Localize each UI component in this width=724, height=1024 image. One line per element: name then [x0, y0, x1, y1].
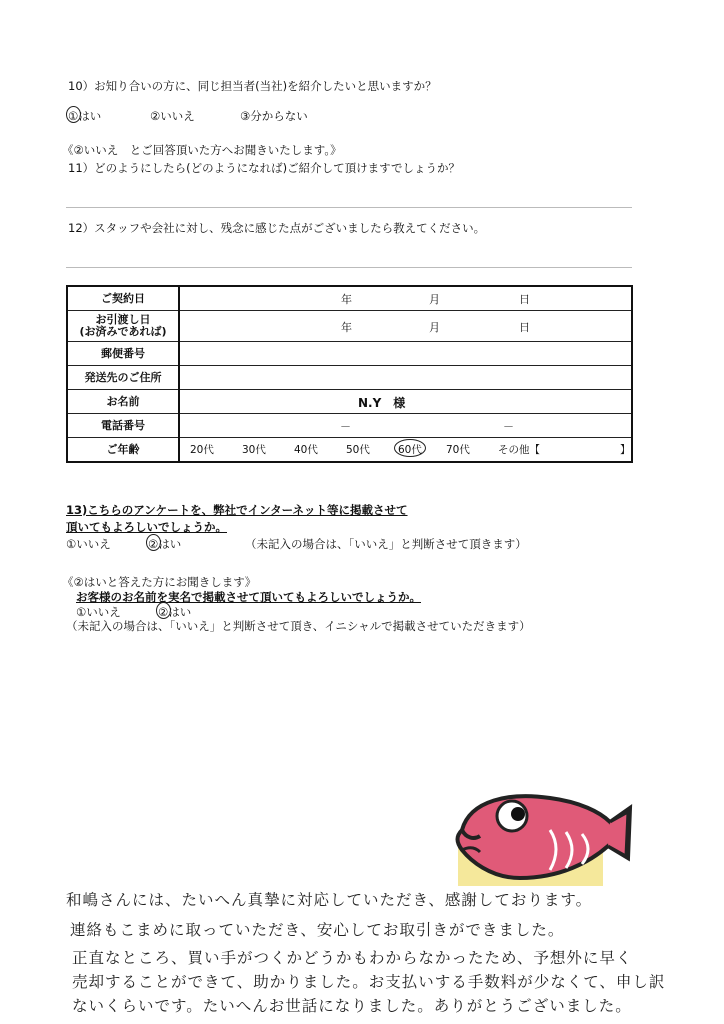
postal-code-label: 郵便番号 — [67, 342, 179, 366]
answer-line — [66, 207, 632, 208]
delivery-date-field[interactable] — [179, 311, 632, 342]
age-label: ご年齢 — [67, 438, 179, 463]
postal-code-field[interactable] — [179, 342, 632, 366]
phone-dash: － — [503, 420, 514, 433]
q13-option-yes[interactable]: ②はい — [148, 537, 182, 551]
selection-circle — [66, 106, 81, 123]
handwritten-comment-line: 連絡もこまめに取っていただき、安心してお取引きができました。 — [70, 921, 565, 939]
q13b-option-yes[interactable]: ②はい — [158, 605, 192, 619]
phone-label: 電話番号 — [67, 414, 179, 438]
age-40s[interactable]: 40代 — [294, 444, 318, 456]
handwritten-comment-line: 正直なところ、買い手がつくかどうかもわからなかったため、予想外に早く — [72, 949, 633, 967]
contract-date-field[interactable] — [179, 286, 632, 311]
day-label: 日 — [519, 293, 530, 306]
q13-question-line1: 13)こちらのアンケートを、弊社でインターネット等に掲載させて — [66, 503, 408, 517]
selection-circle — [394, 439, 426, 457]
month-label: 月 — [429, 293, 440, 306]
handwritten-comment-line: 売却することができて、助かりました。お支払いする手数料が少なくて、申し訳 — [72, 973, 666, 991]
age-other-close: 】 — [620, 444, 631, 456]
name-value: N.Y 様 — [358, 396, 406, 410]
name-field[interactable] — [179, 390, 632, 414]
q13b-option-no[interactable]: ①いいえ — [76, 605, 121, 619]
age-50s[interactable]: 50代 — [346, 444, 370, 456]
delivery-label-sub: (お済みであれば) — [79, 325, 167, 338]
q11-question: 11）どのようにしたら(どのようになれば)ご紹介して頂けますでしょうか？ — [68, 161, 460, 175]
q13b-question: お客様のお名前を実名で掲載させて頂いてもよろしいでしょうか。 — [76, 590, 421, 604]
handwritten-comment-line: ないくらいです。たいへんお世話になりました。ありがとうございました。 — [72, 997, 632, 1015]
year-label: 年 — [341, 321, 352, 334]
contract-date-label: ご契約日 — [67, 286, 179, 311]
q10-question: 10）お知り合いの方に、同じ担当者(当社)を紹介したいと思いますか？ — [68, 79, 437, 93]
q12-question: 12）スタッフや会社に対し、残念に感じた点がございましたら教えてください。 — [68, 221, 486, 235]
phone-dash: － — [340, 420, 351, 433]
q13b-note: （未記入の場合は、「いいえ」と判断させて頂き、イニシャルで掲載させていただきます） — [66, 619, 531, 633]
delivery-date-label — [67, 311, 179, 342]
q13-option-no[interactable]: ①いいえ — [66, 537, 111, 551]
customer-info-table — [66, 285, 633, 463]
age-other[interactable]: その他【 — [498, 444, 540, 456]
q11-note: 《②いいえ とご回答頂いた方へお聞きいたします。》 — [62, 143, 342, 157]
phone-field[interactable] — [179, 414, 632, 438]
age-20s[interactable]: 20代 — [190, 444, 214, 456]
selection-circle — [156, 602, 171, 619]
delivery-label-main: お引渡し日 — [95, 313, 151, 326]
day-label: 日 — [519, 321, 530, 334]
q13-question-line2: 頂いてもよろしいでしょうか。 — [66, 520, 227, 534]
selection-circle — [146, 534, 161, 551]
sea-bream-illustration — [440, 790, 640, 890]
q10-option-yes[interactable]: ①はい — [68, 109, 102, 123]
address-field[interactable] — [179, 366, 632, 390]
q10-option-unknown[interactable]: ③分からない — [240, 109, 308, 123]
q13-note: （未記入の場合は、「いいえ」と判断させて頂きます） — [245, 537, 527, 551]
name-label: お名前 — [67, 390, 179, 414]
month-label: 月 — [429, 321, 440, 334]
q13b-header: 《②はいと答えた方にお聞きします》 — [62, 575, 257, 589]
q10-option-no[interactable]: ②いいえ — [150, 109, 195, 123]
handwritten-comment-line: 和嶋さんには、たいへん真摯に対応していただき、感謝しております。 — [66, 891, 593, 909]
year-label: 年 — [341, 293, 352, 306]
address-label: 発送先のご住所 — [67, 366, 179, 390]
age-70s[interactable]: 70代 — [446, 444, 470, 456]
answer-line — [66, 267, 632, 268]
age-field[interactable] — [179, 438, 632, 463]
age-60s[interactable]: 60代 — [398, 444, 422, 456]
age-30s[interactable]: 30代 — [242, 444, 266, 456]
